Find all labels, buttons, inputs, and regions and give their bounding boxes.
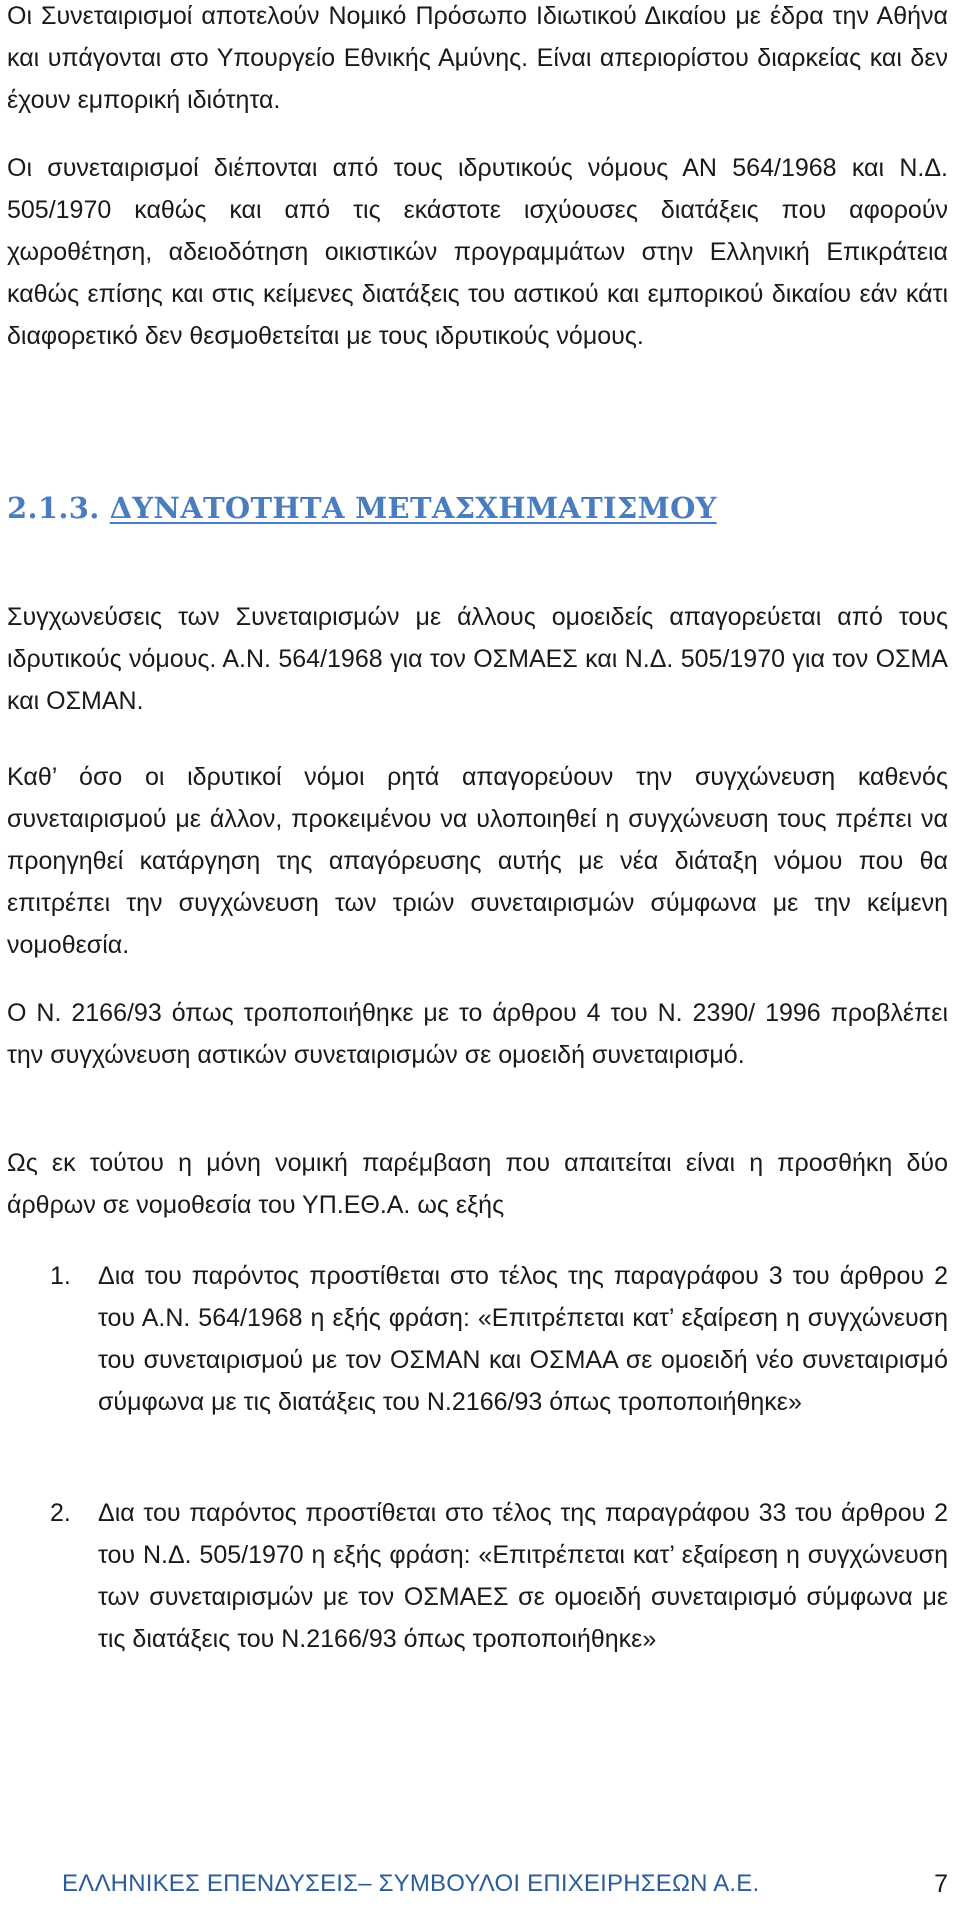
footer-company-name: ΕΛΛΗΝΙΚΕΣ ΕΠΕΝΔΥΣΕΙΣ– ΣΥΜΒΟΥΛΟΙ ΕΠΙΧΕΙΡΗΣΕΩΝ Α.Ε. <box>62 1870 760 1897</box>
section-number: 2.1.3. <box>7 491 100 525</box>
paragraph-repeal-requirement: Καθ’ όσο οι ιδρυτικοί νόμοι ρητά απαγορεύουν την συγχώνευση καθενός συνεταιρισμού με άλλον, προκειμένου να υλοποιηθεί η συγχώνευση τους πρέπει να προηγηθεί κατάργηση της απαγόρευσης αυτής με νέα διάταξη νόμου που θα επιτρέπει την συγχώνευση των τριών συνεταιρισμών σύμφωνα με την κείμενη νομοθεσία. <box>7 763 948 959</box>
section-title: ΔΥΝΑΤΟΤΗΤΑ ΜΕΤΑΣΧΗΜΑΤΙΣΜΟΥ <box>109 491 717 525</box>
paragraph-founding-laws: Οι συνεταιρισμοί διέπονται από τους ιδρυτικούς νόμους ΑΝ 564/1968 και Ν.Δ. 505/1970 καθώς και από τις εκάστοτε ισχύουσες διατάξεις που αφορούν χωροθέτηση, αδειοδότηση οικιστικών προγραμμάτων στην Ελληνική Επικράτεια καθώς επίσης και στις κείμενες διατάξεις του αστικού και εμπορικού δικαίου εάν κάτι διαφορετικό δεν θεσμοθετείται με τους ιδρυτικούς νόμους. <box>7 154 948 350</box>
list-item-text: Δια του παρόντος προστίθεται στο τέλος της παραγράφου 3 του άρθρου 2 του Α.Ν. 564/1968 η εξής φράση: «Επιτρέπεται κατ’ εξαίρεση η συγχώνευση του συνεταιρισμού με τον ΟΣΜΑΝ και ΟΣΜΑΑ σε ομοειδή νέο συνεταιρισμό σύμφωνα με τις διατάξεις του Ν.2166/93 όπως τροποποιήθηκε» <box>98 1262 948 1416</box>
paragraph-law-2166: Ο Ν. 2166/93 όπως τροποποιήθηκε με το άρθρου 4 του Ν. 2390/ 1996 προβλέπει την συγχώνευση αστικών συνεταιρισμών σε ομοειδή συνεταιρισμό. <box>7 999 948 1069</box>
paragraph-legal-intervention: Ως εκ τούτου η μόνη νομική παρέμβαση που απαιτείται είναι η προσθήκη δύο άρθρων σε νομοθεσία του ΥΠ.ΕΘ.Α. ως εξής <box>7 1149 948 1219</box>
page-number: 7 <box>934 1870 948 1898</box>
section-heading <box>7 488 717 528</box>
paragraph-legal-status: Οι Συνεταιρισμοί αποτελούν Νομικό Πρόσωπο Ιδιωτικού Δικαίου με έδρα την Αθήνα και υπάγονται στο Υπουργείο Εθνικής Αμύνης. Είναι απεριορίστου διαρκείας και δεν έχουν εμπορική ιδιότητα. <box>7 2 948 114</box>
page-footer <box>0 1864 960 1904</box>
paragraph-merger-prohibition: Συγχωνεύσεις των Συνεταιρισμών με άλλους ομοειδείς απαγορεύεται από τους ιδρυτικούς νόμους. Α.Ν. 564/1968 για τον ΟΣΜΑΕΣ και Ν.Δ. 505/1970 για τον ΟΣΜΑ και ΟΣΜΑΝ. <box>7 603 948 715</box>
list-item-number: 1. <box>50 1262 71 1290</box>
list-item-number: 2. <box>50 1499 71 1527</box>
list-item-text: Δια του παρόντος προστίθεται στο τέλος της παραγράφου 33 του άρθρου 2 του Ν.Δ. 505/1970 η εξής φράση: «Επιτρέπεται κατ’ εξαίρεση η συγχώνευση των συνεταιρισμών με τον ΟΣΜΑΕΣ σε ομοειδή συνεταιρισμό σύμφωνα με τις διατάξεις του Ν.2166/93 όπως τροποποιήθηκε» <box>98 1499 948 1653</box>
